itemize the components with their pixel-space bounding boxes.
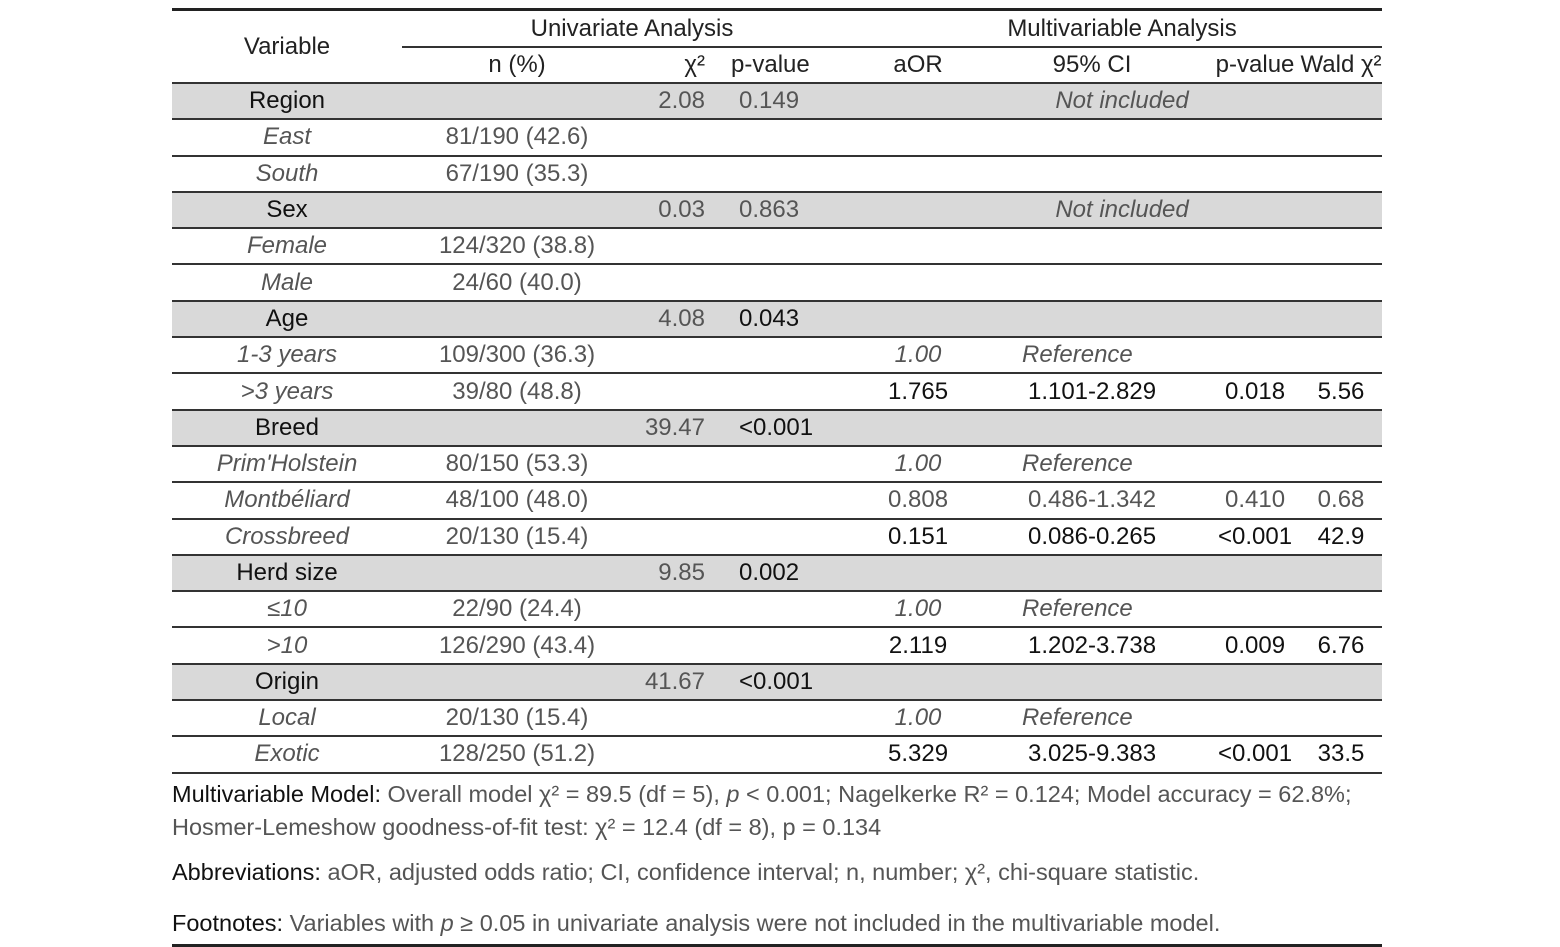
table-row	[172, 264, 1382, 300]
n-pct-cell	[402, 555, 632, 591]
pvalue-multi-cell	[1210, 228, 1300, 264]
ci-cell	[974, 664, 1210, 700]
aor-cell: 1.00	[862, 591, 974, 627]
pvalue-cell	[717, 264, 862, 300]
abbreviations-note	[172, 856, 1382, 889]
aor-cell	[862, 301, 974, 337]
header-n-pct: n (%)	[402, 47, 632, 83]
pvalue-cell	[717, 591, 862, 627]
table-row-category	[172, 410, 1382, 446]
pvalue-cell	[717, 337, 862, 373]
ci-cell: Reference	[974, 446, 1210, 482]
ci-cell	[974, 410, 1210, 446]
aor-cell: 0.151	[862, 519, 974, 555]
n-pct-cell	[402, 83, 632, 119]
chi-cell	[632, 264, 717, 300]
aor-cell	[862, 555, 974, 591]
model-note-text-b: < 0.001; Nagelkerke R² = 0.124; Model accuracy = 62.8%; Hosmer-Lemeshow goodness-of-fit test: χ² = 12.4 (df = 8), p = 0.134	[172, 780, 1352, 840]
pvalue-multi-cell: 0.410	[1210, 482, 1300, 518]
pvalue-multi-cell: <0.001	[1210, 519, 1300, 555]
pvalue-cell: <0.001	[717, 664, 862, 700]
wald-cell	[1300, 446, 1382, 482]
pvalue-cell	[717, 446, 862, 482]
variable-cell: Male	[172, 264, 402, 300]
n-pct-cell: 67/190 (35.3)	[402, 156, 632, 192]
chi-cell: 41.67	[632, 664, 717, 700]
table-row	[172, 627, 1382, 663]
n-pct-cell: 124/320 (38.8)	[402, 228, 632, 264]
table-row	[172, 156, 1382, 192]
wald-cell	[1300, 119, 1382, 155]
n-pct-cell: 39/80 (48.8)	[402, 373, 632, 409]
footnotes-text-b: ≥ 0.05 in univariate analysis were not included in the multivariable model.	[453, 909, 1221, 936]
header-wald: Wald χ²	[1300, 47, 1382, 83]
wald-cell	[1300, 228, 1382, 264]
aor-cell	[862, 664, 974, 700]
header-univariate: Univariate Analysis	[530, 14, 734, 42]
ci-cell: Reference	[974, 700, 1210, 736]
aor-cell	[862, 264, 974, 300]
aor-cell: 5.329	[862, 736, 974, 772]
pvalue-cell	[717, 519, 862, 555]
pvalue-multi-cell	[1210, 337, 1300, 373]
aor-cell: 1.00	[862, 337, 974, 373]
wald-cell: 6.76	[1300, 627, 1382, 663]
wald-cell	[1300, 337, 1382, 373]
footnotes-note	[172, 907, 1382, 947]
aor-cell	[862, 156, 974, 192]
ci-cell	[974, 156, 1210, 192]
variable-cell: Exotic	[172, 736, 402, 772]
n-pct-cell: 20/130 (15.4)	[402, 700, 632, 736]
table-row-category	[172, 192, 1382, 228]
header-chi: χ²	[632, 47, 717, 83]
pvalue-multi-cell	[1210, 664, 1300, 700]
n-pct-cell: 24/60 (40.0)	[402, 264, 632, 300]
footnotes-p: p	[440, 909, 454, 936]
variable-cell: Region	[172, 83, 402, 119]
variable-cell: South	[172, 156, 402, 192]
wald-cell	[1300, 591, 1382, 627]
pvalue-multi-cell	[1210, 446, 1300, 482]
wald-cell	[1300, 410, 1382, 446]
variable-cell: Age	[172, 301, 402, 337]
chi-cell: 4.08	[632, 301, 717, 337]
pvalue-multi-cell: 0.018	[1210, 373, 1300, 409]
abbreviations-text: aOR, adjusted odds ratio; CI, confidence interval; n, number; χ², chi-square statistic.	[320, 858, 1200, 885]
chi-cell	[632, 591, 717, 627]
aor-cell: 0.808	[862, 482, 974, 518]
pvalue-multi-cell	[1210, 156, 1300, 192]
table-row	[172, 119, 1382, 155]
n-pct-cell	[402, 664, 632, 700]
aor-cell: 1.00	[862, 700, 974, 736]
variable-cell: ≤10	[172, 591, 402, 627]
table-row	[172, 337, 1382, 373]
variable-cell: Local	[172, 700, 402, 736]
wald-cell	[1300, 555, 1382, 591]
n-pct-cell: 48/100 (48.0)	[402, 482, 632, 518]
n-pct-cell: 128/250 (51.2)	[402, 736, 632, 772]
aor-cell: 1.765	[862, 373, 974, 409]
chi-cell: 2.08	[632, 83, 717, 119]
table-notes	[172, 778, 1382, 947]
n-pct-cell	[402, 192, 632, 228]
n-pct-cell	[402, 301, 632, 337]
table-row-category	[172, 555, 1382, 591]
ci-cell: 1.202-3.738	[974, 627, 1210, 663]
pvalue-cell	[717, 700, 862, 736]
wald-cell	[1300, 301, 1382, 337]
chi-cell	[632, 373, 717, 409]
chi-cell: 39.47	[632, 410, 717, 446]
ci-cell: 0.086-0.265	[974, 519, 1210, 555]
table-row	[172, 736, 1382, 772]
pvalue-multi-cell: <0.001	[1210, 736, 1300, 772]
header-aor: aOR	[862, 47, 974, 83]
ci-cell	[974, 119, 1210, 155]
variable-cell: Female	[172, 228, 402, 264]
table-row	[172, 519, 1382, 555]
variable-cell: Breed	[172, 410, 402, 446]
ci-cell	[974, 555, 1210, 591]
n-pct-cell: 81/190 (42.6)	[402, 119, 632, 155]
pvalue-multi-cell: 0.009	[1210, 627, 1300, 663]
n-pct-cell: 80/150 (53.3)	[402, 446, 632, 482]
pvalue-cell	[717, 156, 862, 192]
aor-cell	[862, 228, 974, 264]
model-note-p: p	[726, 780, 740, 807]
pvalue-cell: 0.043	[717, 301, 862, 337]
n-pct-cell: 20/130 (15.4)	[402, 519, 632, 555]
table-row-category	[172, 664, 1382, 700]
wald-cell	[1300, 700, 1382, 736]
results-table	[172, 8, 1382, 774]
table-row	[172, 700, 1382, 736]
pvalue-cell: 0.863	[717, 192, 862, 228]
aor-cell	[862, 119, 974, 155]
pvalue-multi-cell	[1210, 591, 1300, 627]
chi-cell	[632, 482, 717, 518]
n-pct-cell: 126/290 (43.4)	[402, 627, 632, 663]
variable-cell: Herd size	[172, 555, 402, 591]
pvalue-cell	[717, 627, 862, 663]
ci-cell: Reference	[974, 591, 1210, 627]
table-body	[172, 83, 1382, 773]
model-note-text-a: Overall model χ² = 89.5 (df = 5),	[380, 780, 727, 807]
header-pvalue: p-value	[717, 47, 862, 83]
header-variable: Variable	[172, 10, 402, 84]
model-note-label: Multivariable Model:	[172, 780, 381, 807]
variable-cell: >10	[172, 627, 402, 663]
variable-cell: 1-3 years	[172, 337, 402, 373]
header-multivariable: Multivariable Analysis	[1007, 14, 1237, 42]
variable-cell: Prim'Holstein	[172, 446, 402, 482]
variable-cell: Sex	[172, 192, 402, 228]
header-pvalue-multi: p-value	[1210, 47, 1300, 83]
pvalue-multi-cell	[1210, 301, 1300, 337]
pvalue-cell	[717, 482, 862, 518]
variable-cell: >3 years	[172, 373, 402, 409]
pvalue-cell	[717, 119, 862, 155]
wald-cell: 33.5	[1300, 736, 1382, 772]
aor-cell: 1.00	[862, 446, 974, 482]
wald-cell: 5.56	[1300, 373, 1382, 409]
ci-cell	[974, 301, 1210, 337]
chi-cell	[632, 736, 717, 772]
pvalue-cell: 0.149	[717, 83, 862, 119]
wald-cell	[1300, 264, 1382, 300]
wald-cell: 0.68	[1300, 482, 1382, 518]
ci-cell: 3.025-9.383	[974, 736, 1210, 772]
chi-cell	[632, 700, 717, 736]
chi-cell	[632, 627, 717, 663]
footnotes-label: Footnotes:	[172, 909, 284, 936]
table-row	[172, 482, 1382, 518]
ci-cell: 1.101-2.829	[974, 373, 1210, 409]
chi-cell	[632, 446, 717, 482]
not-included-cell: Not included	[862, 192, 1382, 228]
variable-cell: Crossbreed	[172, 519, 402, 555]
pvalue-cell: <0.001	[717, 410, 862, 446]
ci-cell: 0.486-1.342	[974, 482, 1210, 518]
chi-cell	[632, 119, 717, 155]
pvalue-multi-cell	[1210, 264, 1300, 300]
ci-cell	[974, 264, 1210, 300]
pvalue-cell	[717, 373, 862, 409]
wald-cell	[1300, 156, 1382, 192]
wald-cell	[1300, 664, 1382, 700]
table-row	[172, 373, 1382, 409]
table-row-category	[172, 301, 1382, 337]
n-pct-cell: 22/90 (24.4)	[402, 591, 632, 627]
chi-cell	[632, 337, 717, 373]
aor-cell	[862, 410, 974, 446]
variable-cell: East	[172, 119, 402, 155]
pvalue-cell	[717, 736, 862, 772]
wald-cell: 42.9	[1300, 519, 1382, 555]
pvalue-multi-cell	[1210, 410, 1300, 446]
pvalue-cell	[717, 228, 862, 264]
ci-cell	[974, 228, 1210, 264]
table-row	[172, 591, 1382, 627]
chi-cell	[632, 519, 717, 555]
not-included-cell: Not included	[862, 83, 1382, 119]
pvalue-cell: 0.002	[717, 555, 862, 591]
pvalue-multi-cell	[1210, 700, 1300, 736]
chi-cell	[632, 228, 717, 264]
variable-cell: Montbéliard	[172, 482, 402, 518]
header-ci: 95% CI	[974, 47, 1210, 83]
table-row	[172, 228, 1382, 264]
model-note	[172, 778, 1382, 844]
results-table-figure	[172, 8, 1382, 947]
table-row-category	[172, 83, 1382, 119]
chi-cell	[632, 156, 717, 192]
n-pct-cell	[402, 410, 632, 446]
footnotes-text-a: Variables with	[283, 909, 441, 936]
table-row	[172, 446, 1382, 482]
ci-cell: Reference	[974, 337, 1210, 373]
aor-cell: 2.119	[862, 627, 974, 663]
chi-cell: 0.03	[632, 192, 717, 228]
chi-cell: 9.85	[632, 555, 717, 591]
pvalue-multi-cell	[1210, 119, 1300, 155]
variable-cell: Origin	[172, 664, 402, 700]
n-pct-cell: 109/300 (36.3)	[402, 337, 632, 373]
abbreviations-label: Abbreviations:	[172, 858, 321, 885]
pvalue-multi-cell	[1210, 555, 1300, 591]
